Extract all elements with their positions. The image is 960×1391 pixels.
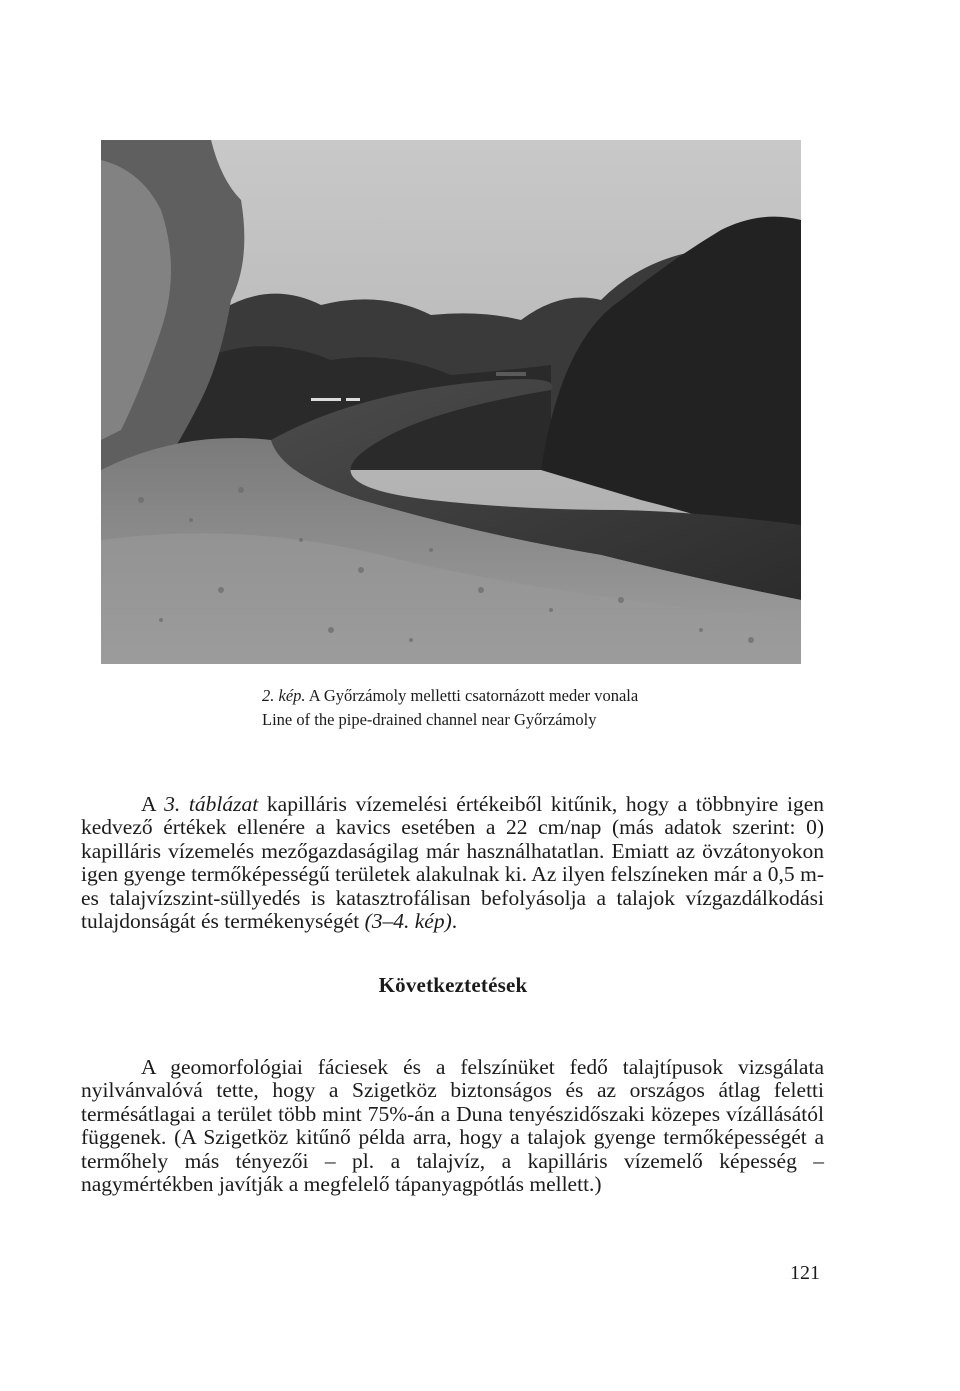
- table-reference: 3. táblázat: [164, 792, 259, 816]
- body-paragraph-1: [81, 793, 824, 933]
- section-heading: Következtetések: [378, 973, 528, 997]
- figure-caption-hungarian: [262, 686, 638, 706]
- figure-caption-english: Line of the pipe-drained channel near Győrzámoly: [262, 710, 597, 729]
- paragraph-body: kapilláris vízemelési értékeiből kitűnik, hogy a többnyire igen kedvező értékek ellenére a kavics esetében a 22 cm/nap (más adatok szerint: 0) kapilláris vízemelés mezőgazdaságilag már használhatatlan. Emiatt az övzátonyokon igen gyenge termőképességű területek alakulnak ki. Az ilyen felszíneken már a 0,5 m-es talajvízszint-süllyedés is katasztrofálisan befolyásolja a talajok vízgazdálkodási tulajdonságát és termékenységét: [81, 792, 824, 934]
- body-paragraph-2: A geomorfológiai fáciesek és a felszínüket fedő talajtípusok vizsgálata nyilvánvalóvá tette, hogy a Szigetköz biztonságos és az országos átlag feletti termésátlagai a terület több mint 75%-án a Duna tenyészidőszaki közepes vízállásától függenek. (A Szigetköz kitűnő példa arra, hogy a talajok gyenge termőképességét a termőhely más tényezői – pl. a talajvíz, a kapilláris vízemelő képesség – nagymértékben javítják a megfelelő tápanyagpótlás mellett.): [81, 1055, 824, 1197]
- figure-caption-hu-text: A Győrzámoly melletti csatornázott meder vonala: [308, 686, 639, 705]
- channel-photo-illustration: [101, 140, 801, 664]
- paragraph-end: .: [451, 909, 458, 934]
- channel-photograph: [101, 140, 801, 664]
- figure-number: 2. kép.: [262, 686, 306, 705]
- page-number: 121: [790, 1262, 820, 1284]
- paragraph-lead: A: [141, 792, 165, 816]
- figure-reference: (3–4. kép): [364, 909, 452, 934]
